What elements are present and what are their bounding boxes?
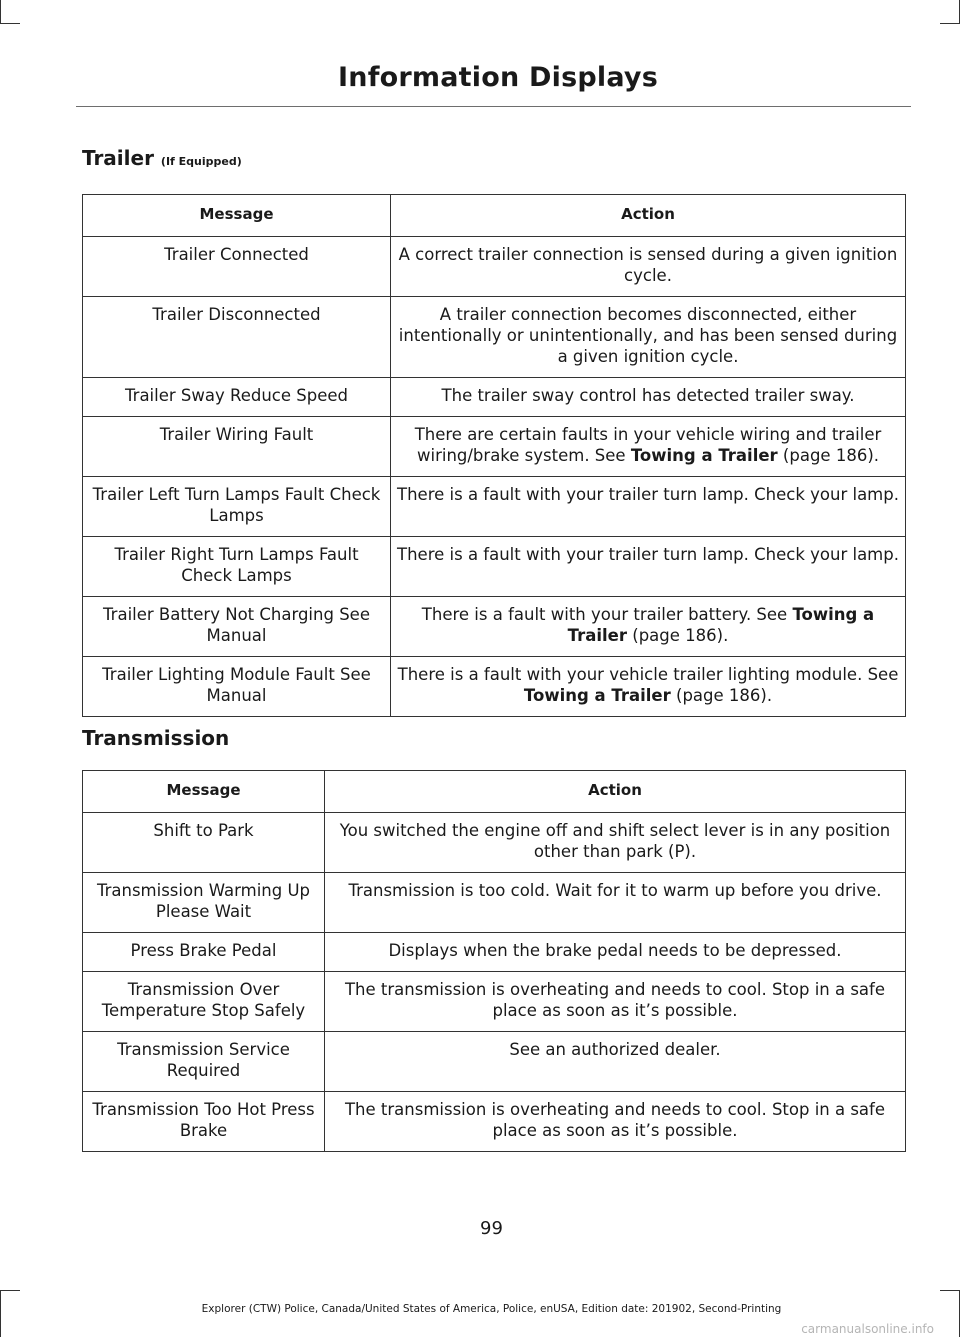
table-row <box>83 237 906 297</box>
message-cell: Trailer Battery Not Charging See Manual <box>83 597 391 657</box>
action-text: The transmission is overheating and needs to cool. Stop in a safe place as soon as it’s possible. <box>344 980 886 1020</box>
table-row <box>83 1092 906 1152</box>
action-text: (page 186). <box>627 626 729 645</box>
message-cell: Press Brake Pedal <box>83 933 325 972</box>
table-row <box>83 477 906 537</box>
message-cell: Shift to Park <box>83 813 325 873</box>
table-header-row <box>83 771 906 813</box>
action-text: There is a fault with your trailer battery. See <box>421 605 793 624</box>
action-cell <box>325 1092 906 1152</box>
page-number: 99 <box>480 1218 503 1239</box>
action-text: There is a fault with your trailer turn lamp. Check your lamp. <box>397 485 899 504</box>
action-text: A trailer connection becomes disconnected, either intentionally or unintentionally, and has been sensed during a given ignition cycle. <box>398 305 898 366</box>
crop-mark-top-right-h <box>940 23 960 24</box>
action-text: Transmission is too cold. Wait for it to warm up before you drive. <box>348 881 882 900</box>
action-cell <box>325 1032 906 1092</box>
table-row <box>83 417 906 477</box>
action-text: (page 186). <box>777 446 879 465</box>
cross-reference-link[interactable]: Towing a Trailer <box>523 686 671 705</box>
table-row <box>83 873 906 933</box>
table-row <box>83 297 906 378</box>
table-row <box>83 378 906 417</box>
action-cell <box>325 813 906 873</box>
action-text: (page 186). <box>670 686 773 705</box>
action-cell <box>325 933 906 972</box>
page-header-title: Information Displays <box>338 62 658 93</box>
trailer-section-title <box>82 146 242 170</box>
action-cell <box>325 873 906 933</box>
cross-reference-link[interactable]: Towing a Trailer <box>567 605 875 645</box>
action-text: You switched the engine off and shift select lever is in any position other than park (P). <box>339 821 891 861</box>
trailer-messages-table <box>82 194 906 717</box>
transmission-messages-table <box>82 770 906 1152</box>
message-cell: Trailer Wiring Fault <box>83 417 391 477</box>
table-row <box>83 813 906 873</box>
action-text: There is a fault with your trailer turn lamp. Check your lamp. <box>397 545 899 564</box>
trailer-title-text: Trailer <box>82 146 154 170</box>
message-cell: Transmission Service Required <box>83 1032 325 1092</box>
action-text: See an authorized dealer. <box>509 1040 721 1059</box>
table-row <box>83 933 906 972</box>
message-cell: Trailer Disconnected <box>83 297 391 378</box>
action-cell <box>391 297 906 378</box>
action-cell <box>391 597 906 657</box>
message-cell: Trailer Connected <box>83 237 391 297</box>
action-cell <box>391 657 906 717</box>
action-cell <box>391 237 906 297</box>
column-header-message: Message <box>83 771 325 813</box>
action-cell <box>391 537 906 597</box>
message-cell: Trailer Left Turn Lamps Fault Check Lamps <box>83 477 391 537</box>
message-cell: Trailer Sway Reduce Speed <box>83 378 391 417</box>
table-row <box>83 972 906 1032</box>
column-header-action: Action <box>391 195 906 237</box>
action-text: There is a fault with your vehicle trailer lighting module. See <box>397 665 899 684</box>
table-row <box>83 537 906 597</box>
action-cell <box>391 417 906 477</box>
table-row <box>83 1032 906 1092</box>
crop-mark-top-left-v <box>0 0 1 24</box>
column-header-action: Action <box>325 771 906 813</box>
message-cell: Transmission Warming Up Please Wait <box>83 873 325 933</box>
action-cell <box>391 378 906 417</box>
message-cell: Trailer Lighting Module Fault See Manual <box>83 657 391 717</box>
action-text: The trailer sway control has detected trailer sway. <box>441 386 855 405</box>
action-text: There are certain faults in your vehicle wiring and trailer wiring/brake system. See <box>414 425 882 465</box>
table-header-row <box>83 195 906 237</box>
footer-edition-info: Explorer (CTW) Police, Canada/United States of America, Police, enUSA, Edition date: 201902, Second-Printing <box>201 1303 782 1315</box>
message-cell: Transmission Too Hot Press Brake <box>83 1092 325 1152</box>
message-cell: Transmission Over Temperature Stop Safely <box>83 972 325 1032</box>
message-cell: Trailer Right Turn Lamps Fault Check Lamps <box>83 537 391 597</box>
cross-reference-link[interactable]: Towing a Trailer <box>630 446 778 465</box>
trailer-qualifier: (If Equipped) <box>160 155 242 168</box>
watermark: carmanualsonline.info <box>801 1322 934 1336</box>
transmission-section-title: Transmission <box>82 726 230 750</box>
table-row <box>83 597 906 657</box>
table-row <box>83 657 906 717</box>
crop-mark-top-left-h <box>0 23 20 24</box>
action-cell <box>391 477 906 537</box>
crop-mark-bottom-left-h <box>0 1290 20 1291</box>
column-header-message: Message <box>83 195 391 237</box>
action-text: The transmission is overheating and needs to cool. Stop in a safe place as soon as it’s possible. <box>344 1100 886 1140</box>
action-text: Displays when the brake pedal needs to be depressed. <box>388 941 842 960</box>
crop-mark-bottom-right-h <box>940 1290 960 1291</box>
action-text: A correct trailer connection is sensed during a given ignition cycle. <box>398 245 898 285</box>
action-cell <box>325 972 906 1032</box>
header-divider <box>76 106 911 107</box>
